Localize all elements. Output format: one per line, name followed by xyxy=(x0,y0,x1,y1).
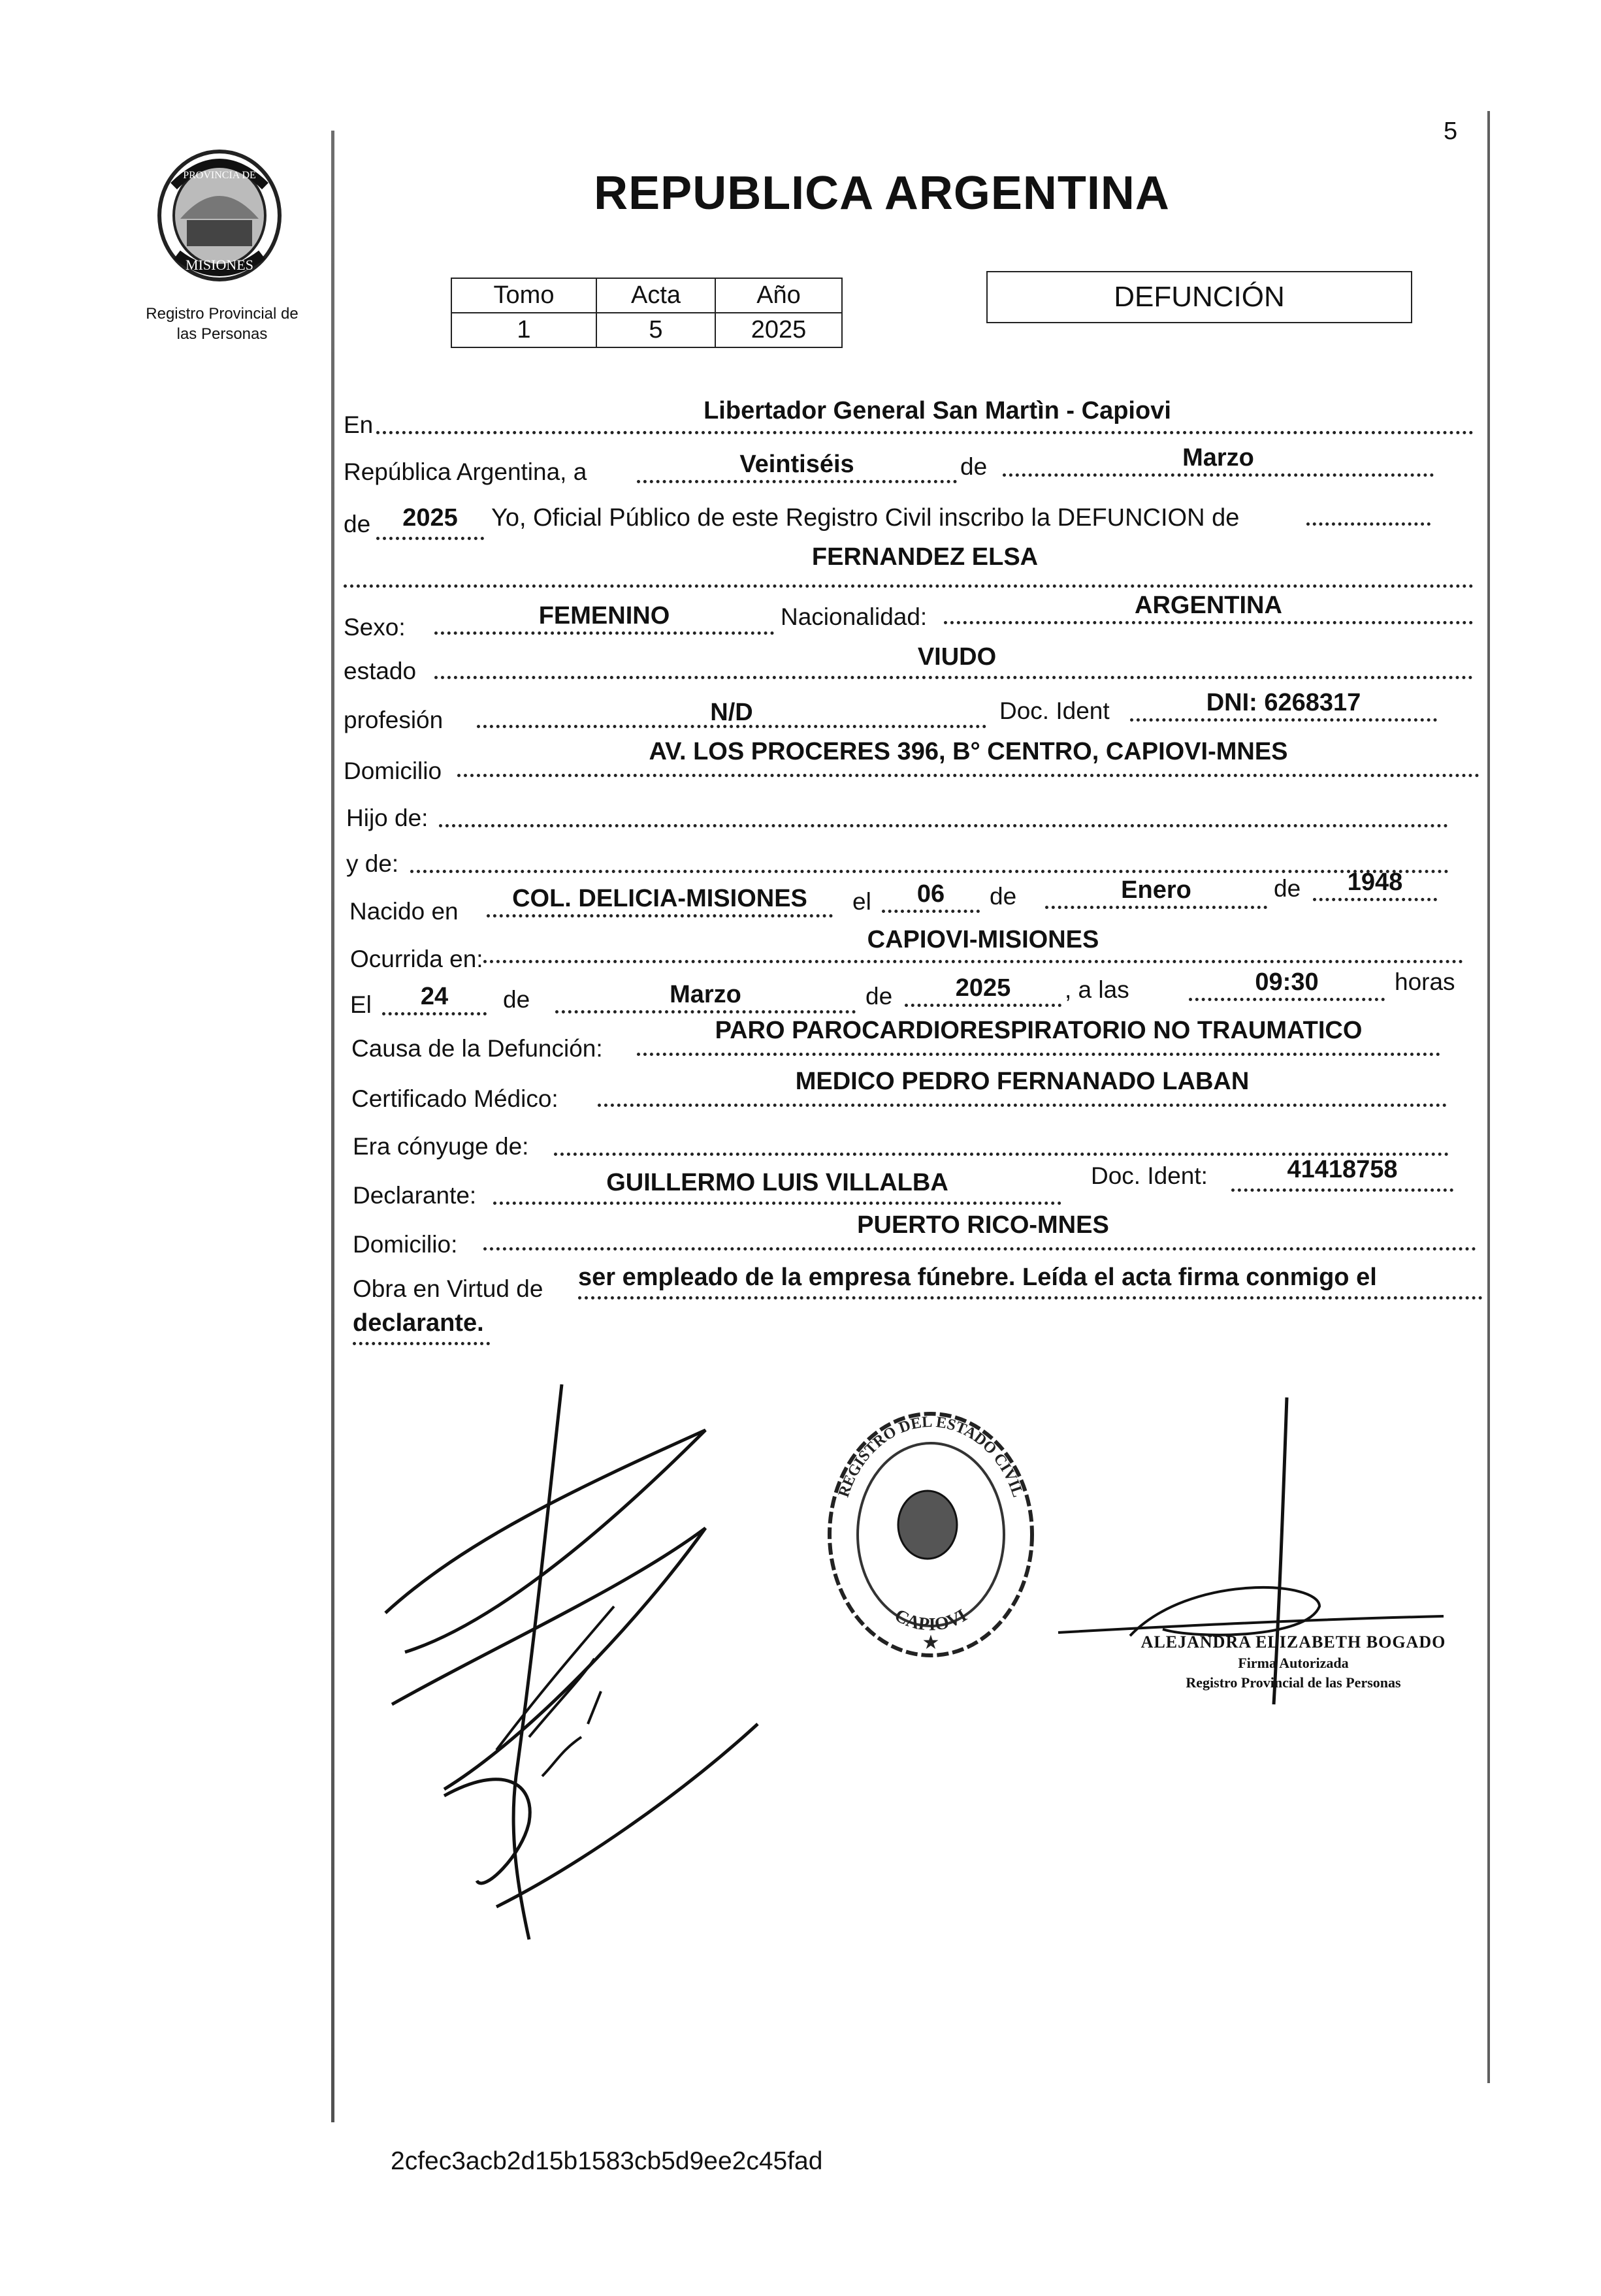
svg-text:REGISTRO DEL ESTADO CIVIL xyxy=(835,1414,1026,1499)
document-type-box: DEFUNCIÓN xyxy=(986,271,1412,323)
nacionalidad-value: ARGENTINA xyxy=(1135,592,1282,619)
dotted-line xyxy=(434,676,1473,679)
el-label-2: El xyxy=(350,991,372,1018)
estado-value: VIUDO xyxy=(917,643,997,671)
declarante-label: Declarante: xyxy=(353,1182,477,1209)
obra-label: Obra en Virtud de xyxy=(353,1275,543,1302)
deceased-name-value: FERNANDEZ ELSA xyxy=(811,543,1039,571)
document-hash: 2cfec3acb2d15b1583cb5d9ee2c45fad xyxy=(391,2147,823,2175)
dotted-line xyxy=(905,1004,1061,1007)
page-number: 5 xyxy=(1444,118,1458,145)
certificado-label: Certificado Médico: xyxy=(351,1085,558,1112)
dotted-line xyxy=(477,725,986,728)
dotted-line xyxy=(1003,473,1434,477)
dotted-line xyxy=(1189,998,1385,1001)
nacionalidad-label: Nacionalidad: xyxy=(781,603,928,630)
authority-name: ALEJANDRA ELIZABETH BOGADO xyxy=(1140,1633,1446,1651)
sexo-value: FEMENINO xyxy=(538,602,670,630)
svg-text:CAPIOVI xyxy=(891,1605,971,1635)
doc-ident-value: DNI: 6268317 xyxy=(1206,689,1361,716)
month-value: Marzo xyxy=(1182,444,1254,471)
tomo-header: Tomo xyxy=(451,278,596,313)
republica-label: República Argentina, a xyxy=(344,458,587,485)
death-month-value: Marzo xyxy=(670,981,741,1008)
death-time-value: 09:30 xyxy=(1255,968,1319,996)
de-label-6: de xyxy=(865,983,893,1010)
sexo-label: Sexo: xyxy=(344,614,406,641)
dotted-line xyxy=(637,1053,1440,1056)
nacido-en-value: COL. DELICIA-MISIONES xyxy=(512,885,807,912)
domicilio-label-2: Domicilio: xyxy=(353,1231,458,1258)
emblem-bottom-text: MISIONES xyxy=(186,257,253,273)
day-words-value: Veintiséis xyxy=(739,451,854,478)
dotted-line xyxy=(944,621,1473,624)
dotted-line xyxy=(598,1104,1447,1107)
seal-top-text: REGISTRO DEL ESTADO CIVIL xyxy=(835,1413,1027,1500)
birth-month-value: Enero xyxy=(1121,876,1191,904)
ocurrida-label: Ocurrida en: xyxy=(350,946,483,972)
acta-header: Acta xyxy=(596,278,715,313)
birth-year-value: 1948 xyxy=(1347,869,1403,896)
death-day-value: 24 xyxy=(420,983,449,1010)
causa-label: Causa de la Defunción: xyxy=(351,1035,603,1062)
dotted-line xyxy=(376,431,1474,434)
a-las-label: , a las xyxy=(1065,976,1129,1003)
seal-bottom-text: CAPIOVI xyxy=(891,1605,971,1635)
place-value: Libertador General San Martìn - Capiovi xyxy=(703,397,1171,424)
declarant-signature xyxy=(366,1371,784,1959)
ocurrida-value: CAPIOVI-MISIONES xyxy=(867,926,1099,953)
de-label-5: de xyxy=(503,986,530,1013)
dotted-line xyxy=(434,631,774,635)
authority-role: Firma Autorizada xyxy=(1238,1655,1349,1671)
y-de-label: y de: xyxy=(346,850,399,877)
en-label: En xyxy=(344,411,374,438)
emblem-top-text: PROVINCIA DE xyxy=(183,170,256,181)
anio-value: 2025 xyxy=(715,313,842,347)
nacido-en-label: Nacido en xyxy=(349,898,459,925)
capiovi-registry-seal xyxy=(820,1404,1042,1665)
inscribo-text: Yo, Oficial Público de este Registro Civil inscribo la DEFUNCION de xyxy=(491,504,1240,532)
dotted-line xyxy=(1306,522,1431,526)
tomo-value: 1 xyxy=(451,313,596,347)
dotted-line xyxy=(1313,898,1437,901)
dotted-line xyxy=(382,1012,487,1015)
misiones-emblem xyxy=(154,147,285,284)
tomo-acta-anio-table xyxy=(451,278,843,348)
dotted-line xyxy=(376,537,484,540)
doc-ident-label-2: Doc. Ident: xyxy=(1091,1162,1208,1189)
dotted-line xyxy=(439,824,1448,827)
hijo-de-label: Hijo de: xyxy=(346,805,429,831)
dotted-line xyxy=(555,1010,856,1013)
left-margin-line xyxy=(331,131,334,2122)
profesion-value: N/D xyxy=(710,699,753,726)
causa-value: PARO PAROCARDIORESPIRATORIO NO TRAUMATICO xyxy=(715,1017,1363,1044)
profesion-label: profesión xyxy=(344,707,444,733)
authority-stamp xyxy=(1110,1633,1476,1691)
dotted-line xyxy=(1231,1188,1453,1192)
year-value: 2025 xyxy=(402,504,458,532)
right-margin-line xyxy=(1487,111,1490,2083)
doc-ident-label: Doc. Ident xyxy=(999,697,1110,724)
registro-label: Registro Provincial de las Personas xyxy=(146,305,299,343)
de-label-2: de xyxy=(344,511,371,537)
certificado-value: MEDICO PEDRO FERNANADO LABAN xyxy=(795,1068,1250,1095)
dotted-line xyxy=(1130,718,1437,722)
anio-header: Año xyxy=(715,278,842,313)
de-label-3: de xyxy=(990,883,1017,910)
dotted-line xyxy=(410,870,1449,873)
dotted-line xyxy=(353,1342,490,1345)
dotted-line xyxy=(487,914,833,917)
declarante-doc-value: 41418758 xyxy=(1287,1156,1398,1183)
dotted-line xyxy=(578,1296,1483,1299)
authority-office: Registro Provincial de las Personas xyxy=(1186,1674,1401,1691)
dotted-line xyxy=(483,1247,1476,1251)
birth-day-value: 06 xyxy=(916,880,945,908)
dotted-line xyxy=(1045,906,1267,909)
conyuge-label: Era cónyuge de: xyxy=(353,1133,529,1160)
el-label: el xyxy=(852,888,871,915)
death-year-value: 2025 xyxy=(955,974,1011,1002)
dotted-line xyxy=(493,1202,1061,1205)
estado-label: estado xyxy=(344,658,417,684)
horas-label: horas xyxy=(1395,968,1455,995)
domicilio-value: AV. LOS PROCERES 396, B° CENTRO, CAPIOVI-MNES xyxy=(649,738,1288,765)
page-title: REPUBLICA ARGENTINA xyxy=(594,167,1170,219)
de-label: de xyxy=(960,453,988,480)
de-label-4: de xyxy=(1274,875,1301,902)
dotted-line xyxy=(483,960,1463,963)
obra-text-line-1: ser empleado de la empresa fúnebre. Leída el acta firma conmigo el xyxy=(578,1264,1377,1291)
domicilio-label: Domicilio xyxy=(344,757,442,784)
dotted-line xyxy=(882,910,980,913)
declarante-domicilio-value: PUERTO RICO-MNES xyxy=(857,1211,1109,1239)
seal-star-icon: ★ xyxy=(922,1632,940,1653)
dotted-line xyxy=(457,774,1480,777)
dotted-line xyxy=(344,584,1474,588)
acta-value: 5 xyxy=(596,313,715,347)
dotted-line xyxy=(637,480,957,483)
obra-text-line-2: declarante. xyxy=(353,1309,484,1337)
declarante-value: GUILLERMO LUIS VILLALBA xyxy=(606,1169,948,1196)
